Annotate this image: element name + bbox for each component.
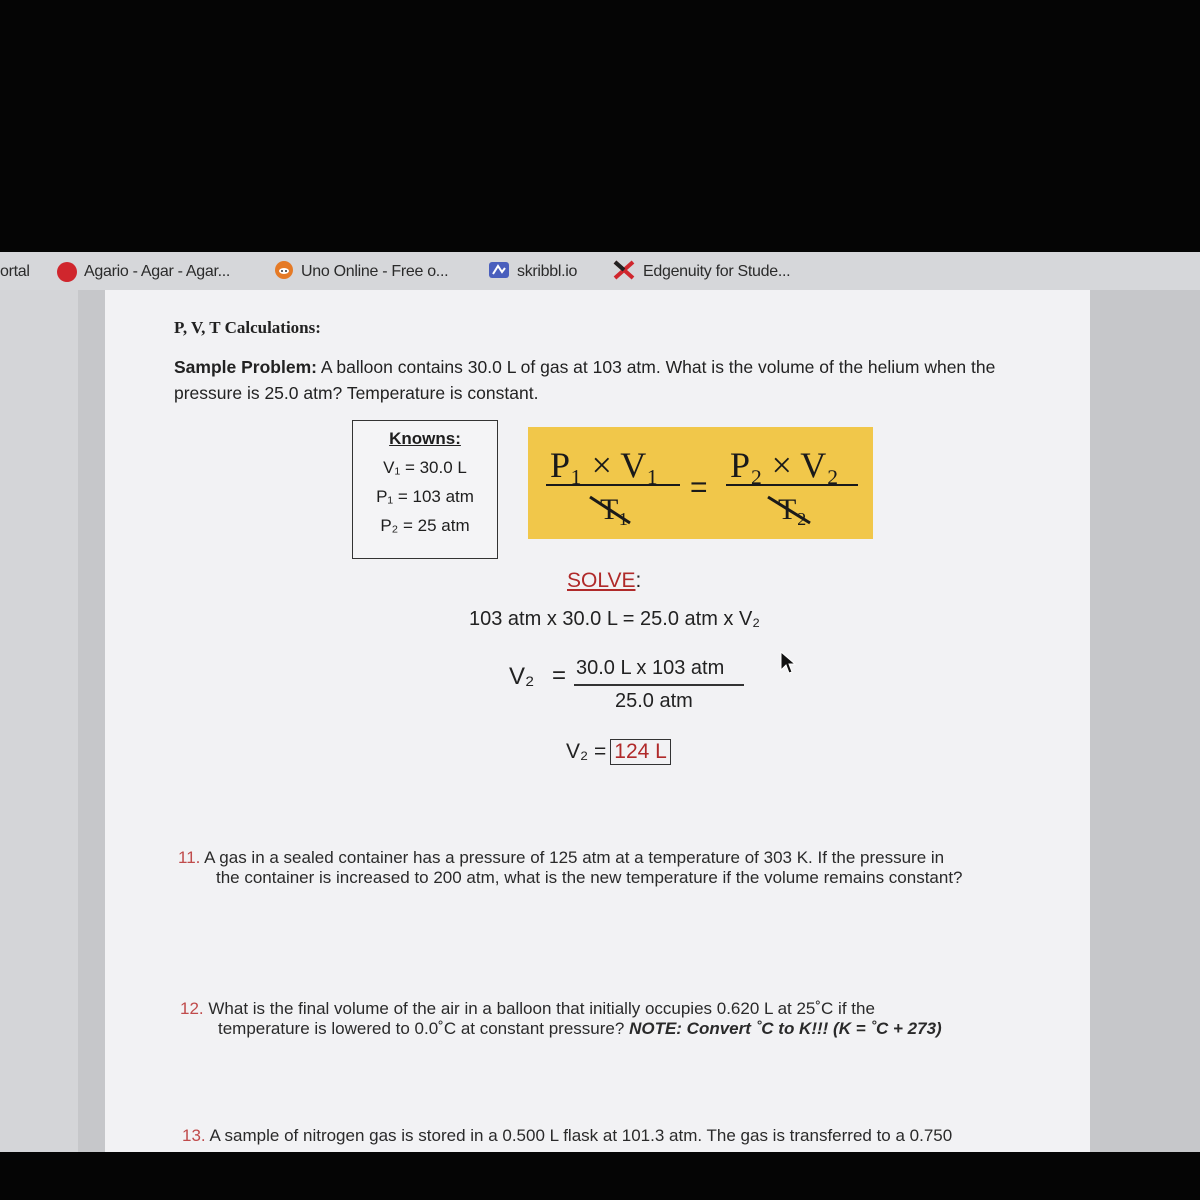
question-note: NOTE: Convert ˚C to K!!! (K = ˚C + 273) xyxy=(629,1019,942,1038)
known-item: P₂ = 25 atm xyxy=(380,516,470,535)
solve-equation: 103 atm x 30.0 L = 25.0 atm x V₂ xyxy=(469,608,761,630)
formula-right-denominator: T₂ xyxy=(778,493,807,526)
question-text: A gas in a sealed container has a pressure of 125 atm at a temperature of 303 K. If the pressure in xyxy=(204,848,945,867)
edgenuity-x-icon xyxy=(612,260,636,285)
bookmark-label: Edgenuity for Stude... xyxy=(643,263,791,280)
skribbl-icon xyxy=(488,260,510,285)
bookmark-label: ortal xyxy=(0,263,30,280)
right-margin xyxy=(1090,290,1200,1152)
question-13 xyxy=(182,1126,952,1146)
solve-label: SOLVE xyxy=(567,569,636,592)
known-item: V₁ = 30.0 L xyxy=(383,458,467,477)
formula-left-denominator: T₁ xyxy=(600,493,629,526)
fraction-denominator: 25.0 atm xyxy=(615,690,693,712)
question-number: 13. xyxy=(182,1126,206,1145)
bookmark-agario[interactable] xyxy=(57,261,230,283)
screen-bezel-bottom xyxy=(0,1152,1200,1200)
sample-problem-label: Sample Problem: xyxy=(174,357,317,377)
answer xyxy=(566,739,671,765)
bookmark-label: Uno Online - Free o... xyxy=(301,263,449,280)
equals-sign: = xyxy=(552,662,567,689)
fraction-bar xyxy=(574,684,744,686)
left-margin xyxy=(78,290,105,1152)
formula-equals: = xyxy=(690,471,708,504)
answer-box: 124 L xyxy=(610,739,671,765)
question-number: 12. xyxy=(180,999,204,1018)
bookmark-uno[interactable] xyxy=(274,261,448,283)
v2-label: V₂ xyxy=(509,663,535,690)
question-text: A sample of nitrogen gas is stored in a 0.500 L flask at 101.3 atm. The gas is transferred to a 0.750 xyxy=(209,1126,953,1145)
bookmark-portal[interactable] xyxy=(0,261,30,283)
bookmark-label: skribbl.io xyxy=(517,263,578,280)
formula-left-numerator: P₁ × V₁ xyxy=(550,445,659,485)
bookmarks-bar xyxy=(0,252,1200,291)
question-text: the container is increased to 200 atm, what is the new temperature if the volume remains constant? xyxy=(216,868,963,887)
solve-colon: : xyxy=(635,569,642,592)
mouse-cursor-icon xyxy=(779,650,797,681)
knowns-box xyxy=(352,420,498,559)
known-item: P₁ = 103 atm xyxy=(376,487,474,506)
question-number: 11. xyxy=(178,848,201,867)
bookmark-edgenuity[interactable] xyxy=(612,261,790,283)
red-circle-icon xyxy=(57,262,77,282)
bookmark-skribbl[interactable] xyxy=(488,261,577,283)
combined-gas-law-formula xyxy=(528,427,873,539)
screen-bezel-top xyxy=(0,0,1200,252)
knowns-heading: Knowns: xyxy=(389,429,461,448)
question-text: What is the final volume of the air in a balloon that initially occupies 0.620 L at 25˚C if the xyxy=(208,999,875,1018)
answer-label: V₂ = xyxy=(566,740,607,763)
uno-icon xyxy=(274,260,294,285)
question-11 xyxy=(178,848,963,888)
sample-problem xyxy=(174,354,1044,406)
solve-heading xyxy=(567,569,641,593)
worksheet-title: P, V, T Calculations: xyxy=(174,318,321,337)
fraction-numerator: 30.0 L x 103 atm xyxy=(576,657,725,679)
question-12 xyxy=(180,999,942,1039)
sample-problem-text: A balloon contains 30.0 L of gas at 103 atm. What is the volume of the helium when the pressure is 25.0 atm? Temperature is constant. xyxy=(174,357,996,403)
question-text: temperature is lowered to 0.0˚C at constant pressure? xyxy=(218,1019,625,1038)
bookmark-label: Agario - Agar - Agar... xyxy=(84,263,231,280)
formula-right-numerator: P₂ × V₂ xyxy=(730,445,839,485)
